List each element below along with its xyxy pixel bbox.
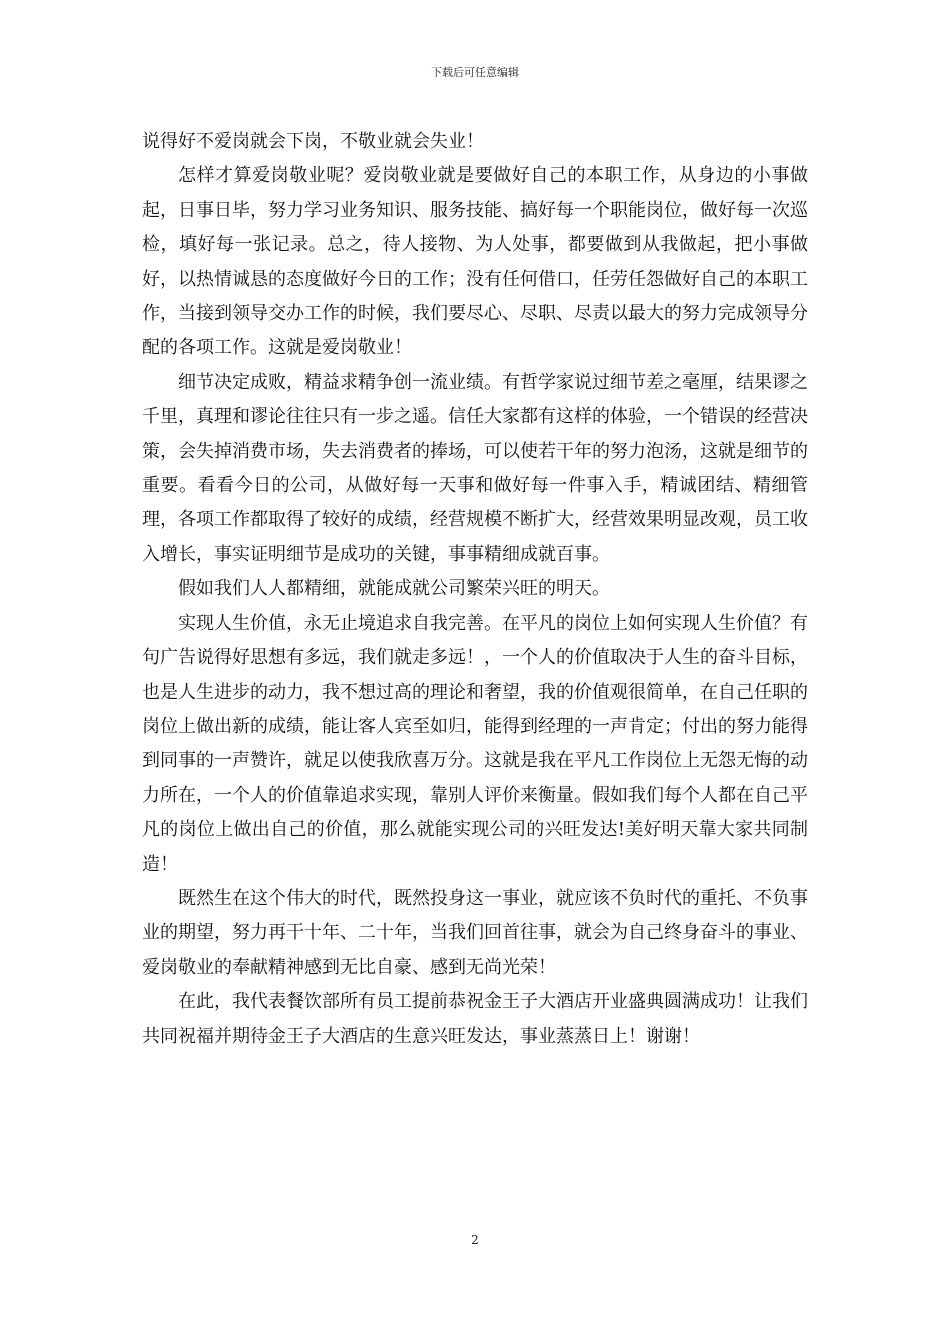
page-header: 下载后可任意编辑 [431, 66, 519, 79]
paragraph: 既然生在这个伟大的时代，既然投身这一事业，就应该不负时代的重托、不负事业的期望，努力再干十年、二十年，当我们回首往事，就会为自己终身奋斗的事业、爱岗敬业的奉献精神感到无比自豪、感到无尚光荣！ [142, 887, 808, 978]
paragraph: 说得好不爱岗就会下岗，不敬业就会失业！ [142, 131, 484, 152]
paragraph: 假如我们人人都精细，就能成就公司繁荣兴旺的明天。 [178, 578, 610, 600]
paragraph: 细节决定成败，精益求精争创一流业绩。有哲学家说过细节差之毫厘，结果谬之千里，真理和谬论往往只有一步之遥。信任大家都有这样的体验，一个错误的经营决策，会失掉消费市场，失去消费者的捧场，可以使若干年的努力泡汤，这就是细节的重要。看看今日的公司，从做好每一天事和做好每一件事入手，精诚团结、精细管理，各项工作都取得了较好的成绩，经营规模不断扩大，经营效果明显改观，员工收入增长，事实证明细节是成功的关键，事事精细成就百事。 [142, 371, 808, 565]
page-number: 2 [471, 1233, 479, 1247]
paragraph: 怎样才算爱岗敬业呢？爱岗敬业就是要做好自己的本职工作，从身边的小事做起，日事日毕，努力学习业务知识、服务技能、搞好每一个职能岗位，做好每一次巡检，填好每一张记录。总之，待人接物、为人处事，都要做到从我做起，把小事做好，以热情诚恳的态度做好今日的工作；没有任何借口，任劳任怨做好自己的本职工作，当接到领导交办工作的时候，我们要尽心、尽职、尽责以最大的努力完成领导分配的各项工作。这就是爱岗敬业！ [142, 165, 808, 359]
paragraph: 在此，我代表餐饮部所有员工提前恭祝金王子大酒店开业盛典圆满成功！让我们共同祝福并期待金王子大酒店的生意兴旺发达，事业蒸蒸日上！谢谢！ [142, 991, 808, 1047]
paragraph: 实现人生价值，永无止境追求自我完善。在平凡的岗位上如何实现人生价值？有句广告说得好思想有多远，我们就走多远！，一个人的价值取决于人生的奋斗目标，也是人生进步的动力，我不想过高的理论和奢望，我的价值观很简单，在自己任职的岗位上做出新的成绩，能让客人宾至如归，能得到经理的一声肯定；付出的努力能得到同事的一声赞许，就足以使我欣喜万分。这就是我在平凡工作岗位上无怨无悔的动力所在，一个人的价值靠追求实现，靠别人评价来衡量。假如我们每个人都在自己平凡的岗位上做出自己的价值，那么就能实现公司的兴旺发达!美好明天靠大家共同制造！ [142, 612, 808, 875]
document-body [142, 125, 808, 1054]
